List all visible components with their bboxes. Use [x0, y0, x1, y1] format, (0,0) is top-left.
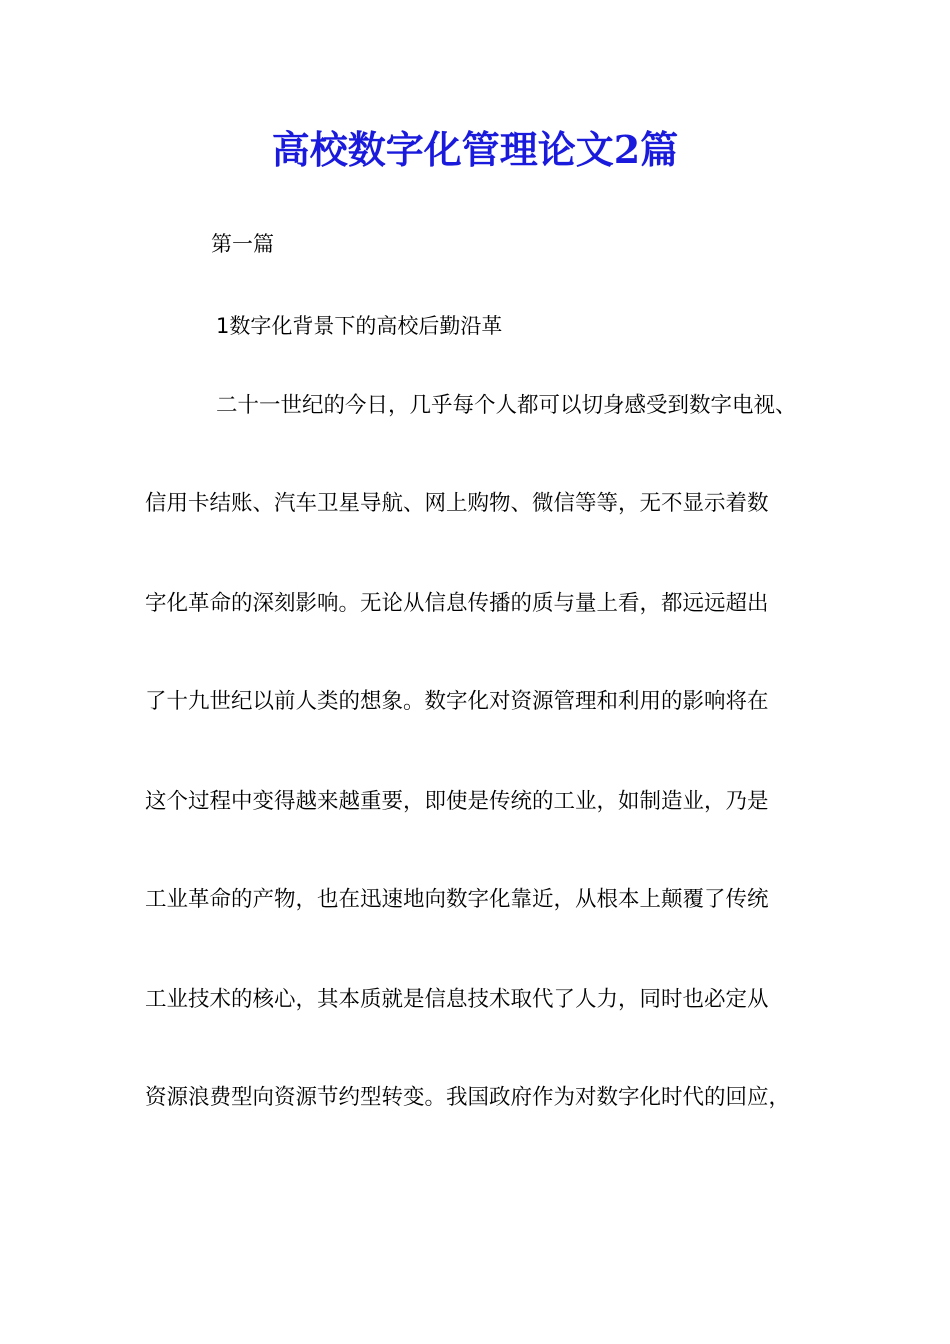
paragraph-line: 信用卡结账、汽车卫星导航、网上购物、微信等等，无不显示着数 — [145, 491, 769, 516]
document-title: 高校数字化管理论文2篇 — [271, 127, 679, 172]
paragraph-line: 工业革命的产物，也在迅速地向数字化靠近，从根本上颠覆了传统 — [145, 887, 769, 912]
paragraph-line: 了十九世纪以前人类的想象。数字化对资源管理和利用的影响将在 — [145, 689, 769, 714]
paragraph-line: 字化革命的深刻影响。无论从信息传播的质与量上看，都远远超出 — [145, 591, 769, 616]
paragraph-line: 资源浪费型向资源节约型转变。我国政府作为对数字化时代的回应， — [145, 1085, 791, 1110]
paragraph-line: 工业技术的核心，其本质就是信息技术取代了人力，同时也必定从 — [145, 987, 769, 1012]
paragraph-line: 二十一世纪的今日，几乎每个人都可以切身感受到数字电视、 — [216, 393, 797, 418]
section-label: 第一篇 — [211, 232, 274, 256]
paragraph-line: 这个过程中变得越来越重要，即使是传统的工业，如制造业，乃是 — [145, 789, 769, 814]
subheading: 1数字化背景下的高校后勤沿革 — [216, 314, 503, 338]
